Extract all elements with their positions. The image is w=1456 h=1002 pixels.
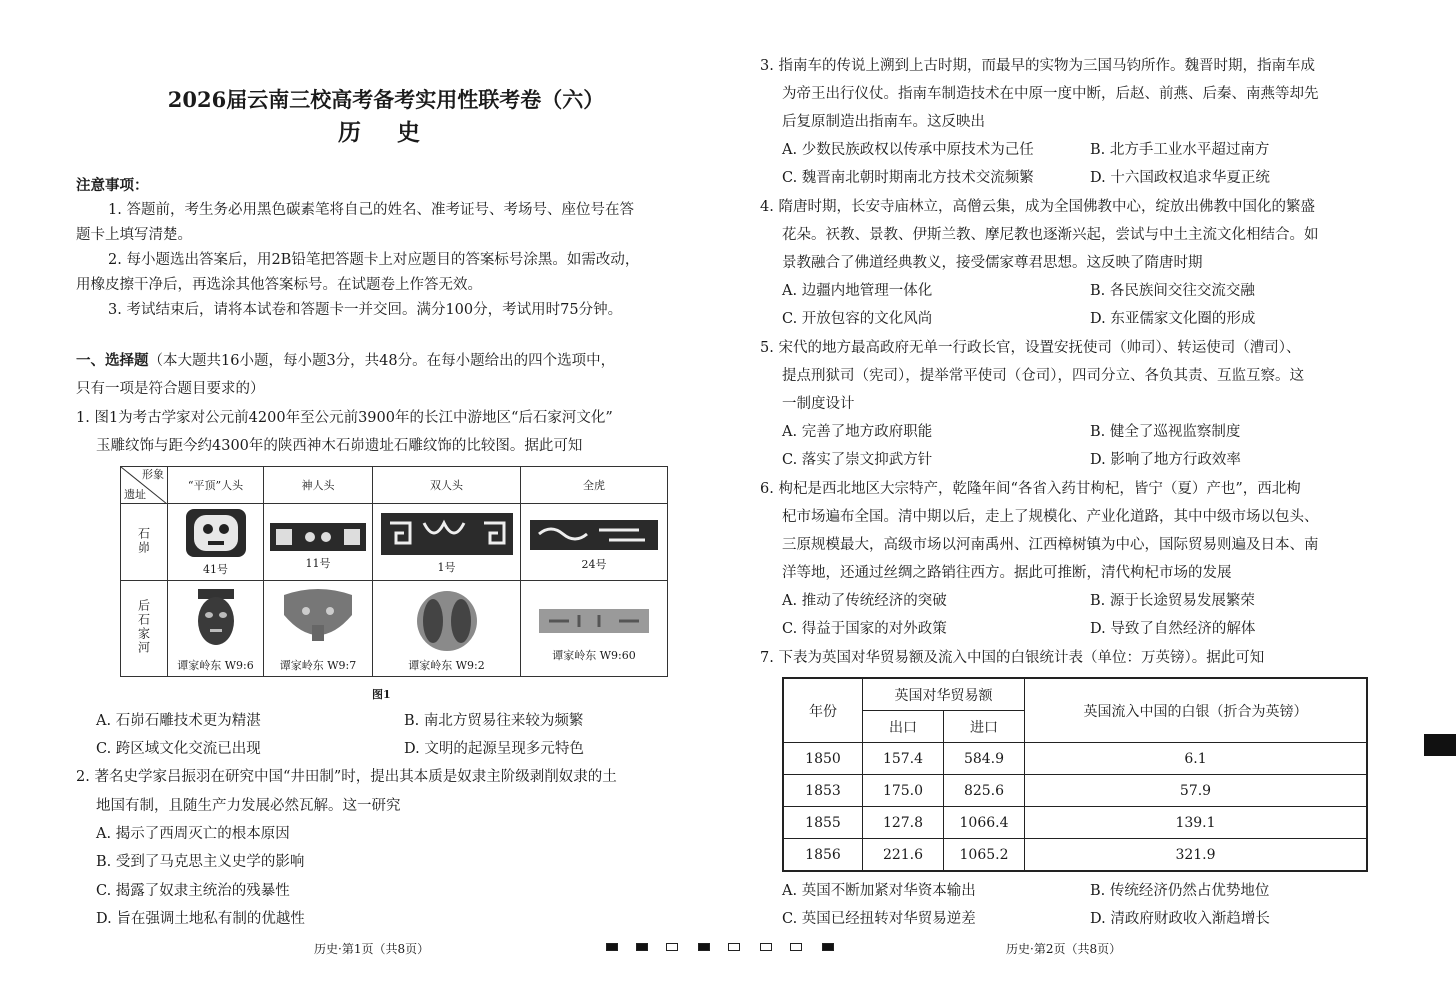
corner-bottom-label: 遗址 xyxy=(124,488,146,501)
q4-option-c[interactable]: C. 开放包容的文化风尚 xyxy=(782,311,933,327)
table-row xyxy=(783,807,1367,839)
exam-title: 2026届云南三校高考备考实用性联考卷（六） xyxy=(167,87,605,112)
column-header: 全虎 xyxy=(521,467,668,504)
q5-text: 5. 宋代的地方最高政府无单一行政长官，设置安抚使司（帅司）、转运使司（漕司）、 xyxy=(760,340,1301,356)
jade-tiger-image xyxy=(529,595,659,645)
q4-text: 4. 隋唐时期，长安寺庙林立，高僧云集，成为全国佛教中心，绽放出佛教中国化的繁盛 xyxy=(760,199,1315,215)
cell-export: 127.8 xyxy=(863,807,944,839)
q4-option-d[interactable]: D. 东亚儒家文化圈的形成 xyxy=(1090,311,1256,327)
column-header: “平顶”人头 xyxy=(168,467,264,504)
binding-mark xyxy=(790,943,802,951)
q6-text: 杞市场遍布全国。清中期以后，走上了规模化、产业化道路，其中中级市场以包头、 xyxy=(782,509,1319,525)
q3-option-a[interactable]: A. 少数民族政权以传承中原技术为己任 xyxy=(782,142,1034,158)
q6-option-b[interactable]: B. 源于长途贸易发展繁荣 xyxy=(1090,593,1255,609)
q5-option-c[interactable]: C. 落实了崇文抑武方针 xyxy=(782,452,933,468)
cell-year: 1856 xyxy=(783,839,863,872)
figure-cell xyxy=(373,504,521,581)
image-caption: 24号 xyxy=(581,558,607,571)
section-title: 一、选择题 xyxy=(76,352,149,369)
row-label-houshijiahe: 后石家河 xyxy=(121,581,168,677)
image-caption: 谭家岭东 W9:2 xyxy=(408,658,485,672)
footer-left: 历史·第1页（共8页） xyxy=(314,942,430,956)
image-caption: 谭家岭东 W9:60 xyxy=(552,648,636,662)
cell-year: 1855 xyxy=(783,807,863,839)
q7-option-d[interactable]: D. 清政府财政收入渐趋增长 xyxy=(1090,911,1270,927)
q7-option-b[interactable]: B. 传统经济仍然占优势地位 xyxy=(1090,883,1270,899)
q5-option-b[interactable]: B. 健全了巡视监察制度 xyxy=(1090,424,1241,440)
image-caption: 谭家岭东 W9:6 xyxy=(177,658,254,672)
header-year: 年份 xyxy=(783,678,863,743)
god-head-relief-image xyxy=(268,513,368,553)
column-header: 神人头 xyxy=(264,467,373,504)
tiger-relief-image xyxy=(529,512,659,554)
q5-text: 提点刑狱司（宪司），提举常平使司（仓司），四司分立、各负其责、互监互察。这 xyxy=(782,368,1304,384)
q3-option-d[interactable]: D. 十六国政权追求华夏正统 xyxy=(1090,170,1270,186)
q1-option-c[interactable]: C. 跨区域文化交流已出现 xyxy=(96,741,261,757)
jade-god-head-image xyxy=(278,585,358,655)
q4-option-a[interactable]: A. 边疆内地管理一体化 xyxy=(782,283,933,299)
figure-corner-cell xyxy=(121,467,168,504)
trade-silver-table xyxy=(782,677,1368,872)
q1-option-a[interactable]: A. 石峁石雕技术更为精湛 xyxy=(96,713,261,729)
binding-mark xyxy=(760,943,772,951)
column-header: 双人头 xyxy=(373,467,521,504)
q5-text: 一制度设计 xyxy=(782,396,855,412)
section-desc-2: 只有一项是符合题目要求的） xyxy=(76,381,265,397)
figure-cell xyxy=(264,504,373,581)
notice-line: 2. 每小题选出答案后，用2B铅笔把答题卡上对应题目的答案标号涂黑。如需改动， xyxy=(108,252,640,268)
q2-option-a[interactable]: A. 揭示了西周灭亡的根本原因 xyxy=(96,826,290,842)
q1-text: 玉雕纹饰与距今约4300年的陕西神木石峁遗址石雕纹饰的比较图。据此可知 xyxy=(96,438,583,454)
q6-option-d[interactable]: D. 导致了自然经济的解体 xyxy=(1090,621,1256,637)
cell-export: 157.4 xyxy=(863,743,944,775)
cell-import: 1066.4 xyxy=(944,807,1025,839)
q6-text: 6. 枸杞是西北地区大宗特产，乾隆年间“各省入药甘枸杞，皆宁（夏）产也”，西北枸 xyxy=(760,481,1301,497)
image-caption: 11号 xyxy=(305,557,331,570)
q5-option-a[interactable]: A. 完善了地方政府职能 xyxy=(782,424,933,440)
q7-text: 7. 下表为英国对华贸易额及流入中国的白银统计表（单位：万英镑）。据此可知 xyxy=(760,650,1265,666)
binding-mark xyxy=(606,943,618,951)
corner-top-label: 形象 xyxy=(142,468,164,481)
q3-text: 3. 指南车的传说上溯到上古时期，而最早的实物为三国马钧所作。魏晋时期，指南车成 xyxy=(760,58,1315,74)
cell-import: 825.6 xyxy=(944,775,1025,807)
cell-year: 1850 xyxy=(783,743,863,775)
q4-option-b[interactable]: B. 各民族间交往交流交融 xyxy=(1090,283,1255,299)
figure-cell xyxy=(521,581,668,677)
figure-cell xyxy=(264,581,373,677)
q4-text: 景教融合了佛道经典教义，接受儒家尊君思想。这反映了隋唐时期 xyxy=(782,255,1203,271)
notice-line: 1. 答题前，考生务必用黑色碳素笔将自己的姓名、准考证号、考场号、座位号在答 xyxy=(108,202,634,218)
q1-option-b[interactable]: B. 南北方贸易往来较为频繁 xyxy=(404,713,584,729)
image-caption: 1号 xyxy=(437,561,456,574)
binding-mark xyxy=(666,943,678,951)
figure-cell xyxy=(168,581,264,677)
header-trade: 英国对华贸易额 xyxy=(863,678,1025,711)
jade-double-head-image xyxy=(407,585,487,655)
q6-text: 三原规模最大，高级市场以河南禹州、江西樟树镇为中心，国际贸易则遍及日本、南 xyxy=(782,537,1319,553)
q6-text: 洋等地，还通过丝绸之路销往西方。据此可推断，清代枸杞市场的发展 xyxy=(782,565,1232,581)
notice-line: 题卡上填写清楚。 xyxy=(76,227,192,243)
cell-silver: 139.1 xyxy=(1025,807,1368,839)
figure-1-table xyxy=(120,466,668,677)
header-import: 进口 xyxy=(944,711,1025,743)
q2-option-d[interactable]: D. 旨在强调土地私有制的优越性 xyxy=(96,911,305,927)
table-row xyxy=(783,775,1367,807)
cell-year: 1853 xyxy=(783,775,863,807)
cell-silver: 321.9 xyxy=(1025,839,1368,872)
q6-option-a[interactable]: A. 推动了传统经济的突破 xyxy=(782,593,947,609)
double-head-relief-image xyxy=(380,509,514,557)
q5-option-d[interactable]: D. 影响了地方行政效率 xyxy=(1090,452,1241,468)
binding-mark xyxy=(636,943,648,951)
table-row xyxy=(783,743,1367,775)
q3-option-b[interactable]: B. 北方手工业水平超过南方 xyxy=(1090,142,1270,158)
cell-export: 175.0 xyxy=(863,775,944,807)
q4-text: 花朵。祆教、景教、伊斯兰教、摩尼教也逐渐兴起，尝试与中土主流文化相结合。如 xyxy=(782,227,1319,243)
figure-cell xyxy=(521,504,668,581)
exam-subject: 历 史 xyxy=(337,119,434,146)
q2-option-b[interactable]: B. 受到了马克思主义史学的影响 xyxy=(96,854,305,870)
footer-right: 历史·第2页（共8页） xyxy=(1006,942,1122,956)
cell-import: 584.9 xyxy=(944,743,1025,775)
carved-face-image xyxy=(184,507,248,559)
cell-import: 1065.2 xyxy=(944,839,1025,872)
header-silver: 英国流入中国的白银（折合为英镑） xyxy=(1025,678,1368,743)
q3-text: 为帝王出行仪仗。指南车制造技术在中原一度中断，后赵、前燕、后秦、南燕等却先 xyxy=(782,86,1319,102)
jade-head-image xyxy=(188,585,244,655)
q2-text: 2. 著名史学家吕振羽在研究中国“井田制”时，提出其本质是奴隶主阶级剥削奴隶的土 xyxy=(76,769,617,785)
table-row xyxy=(783,839,1367,872)
edge-marker xyxy=(1424,734,1456,756)
figure-cell xyxy=(168,504,264,581)
notice-line: 3. 考试结束后，请将本试卷和答题卡一并交回。满分100分，考试用时75分钟。 xyxy=(108,302,623,318)
figure-caption: 图1 xyxy=(372,688,391,701)
q7-option-a[interactable]: A. 英国不断加紧对华资本输出 xyxy=(782,883,976,899)
header-export: 出口 xyxy=(863,711,944,743)
row-label-shimao: 石峁 xyxy=(121,504,168,581)
cell-silver: 57.9 xyxy=(1025,775,1368,807)
notice-heading: 注意事项： xyxy=(76,177,149,194)
section-heading xyxy=(76,351,615,371)
cell-export: 221.6 xyxy=(863,839,944,872)
q6-option-c[interactable]: C. 得益于国家的对外政策 xyxy=(782,621,947,637)
q1-option-d[interactable]: D. 文明的起源呈现多元特色 xyxy=(404,741,584,757)
q2-option-c[interactable]: C. 揭露了奴隶主统治的残暴性 xyxy=(96,883,290,899)
binding-mark xyxy=(822,943,834,951)
cell-silver: 6.1 xyxy=(1025,743,1368,775)
q3-option-c[interactable]: C. 魏晋南北朝时期南北方技术交流频繁 xyxy=(782,170,1034,186)
notice-line: 用橡皮擦干净后，再选涂其他答案标号。在试题卷上作答无效。 xyxy=(76,277,482,293)
section-desc: （本大题共16小题，每小题3分，共48分。在每小题给出的四个选项中， xyxy=(148,353,616,369)
binding-mark xyxy=(698,943,710,951)
image-caption: 41号 xyxy=(203,563,228,576)
binding-mark xyxy=(728,943,740,951)
q2-text: 地国有制，且随生产力发展必然瓦解。这一研究 xyxy=(96,798,401,814)
image-caption: 谭家岭东 W9:7 xyxy=(279,658,357,672)
q7-option-c[interactable]: C. 英国已经扭转对华贸易逆差 xyxy=(782,911,976,927)
figure-cell xyxy=(373,581,521,677)
q3-text: 后复原制造出指南车。这反映出 xyxy=(782,114,985,130)
q1-text: 1. 图1为考古学家对公元前4200年至公元前3900年的长江中游地区“后石家河文化” xyxy=(76,410,613,426)
